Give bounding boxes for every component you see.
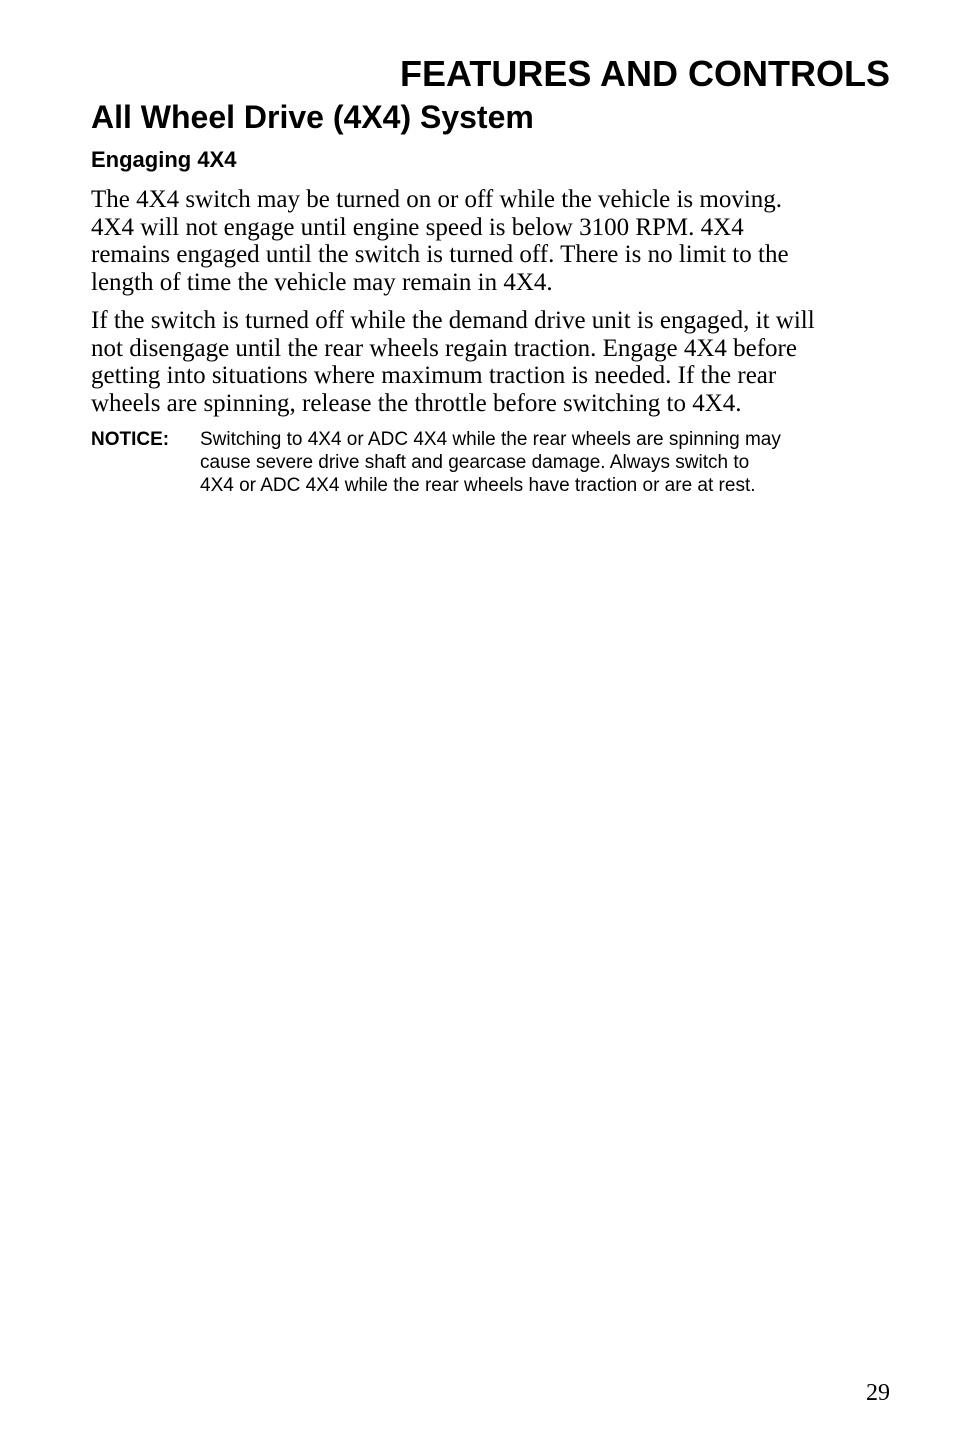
- notice-line: 4X4 or ADC 4X4 while the rear wheels have traction or are at rest.: [200, 475, 756, 496]
- paragraph-line: not disengage until the rear wheels regain traction. Engage 4X4 before: [91, 334, 797, 362]
- paragraph-1: [91, 186, 891, 296]
- paragraph-2: [91, 307, 891, 417]
- paragraph-line: 4X4 will not engage until engine speed is below 3100 RPM. 4X4: [91, 213, 744, 241]
- paragraph-line: length of time the vehicle may remain in 4X4.: [91, 268, 553, 296]
- notice-label: NOTICE:: [91, 429, 170, 450]
- page-number: 29: [866, 1380, 890, 1406]
- subheading: Engaging 4X4: [91, 147, 237, 172]
- paragraph-line: remains engaged until the switch is turned off. There is no limit to the: [91, 241, 789, 268]
- notice-line: Switching to 4X4 or ADC 4X4 while the rear wheels are spinning may: [200, 429, 781, 450]
- section-title: FEATURES AND CONTROLS: [400, 53, 890, 94]
- paragraph-line: If the switch is turned off while the demand drive unit is engaged, it will: [91, 307, 815, 334]
- notice-text: [200, 428, 781, 497]
- paragraph-line: wheels are spinning, release the throttle before switching to 4X4.: [91, 389, 742, 417]
- notice-line: cause severe drive shaft and gearcase damage. Always switch to: [200, 452, 750, 473]
- heading: All Wheel Drive (4X4) System: [91, 99, 534, 135]
- paragraph-line: getting into situations where maximum traction is needed. If the rear: [91, 362, 777, 389]
- paragraph-line: The 4X4 switch may be turned on or off while the vehicle is moving.: [91, 186, 783, 213]
